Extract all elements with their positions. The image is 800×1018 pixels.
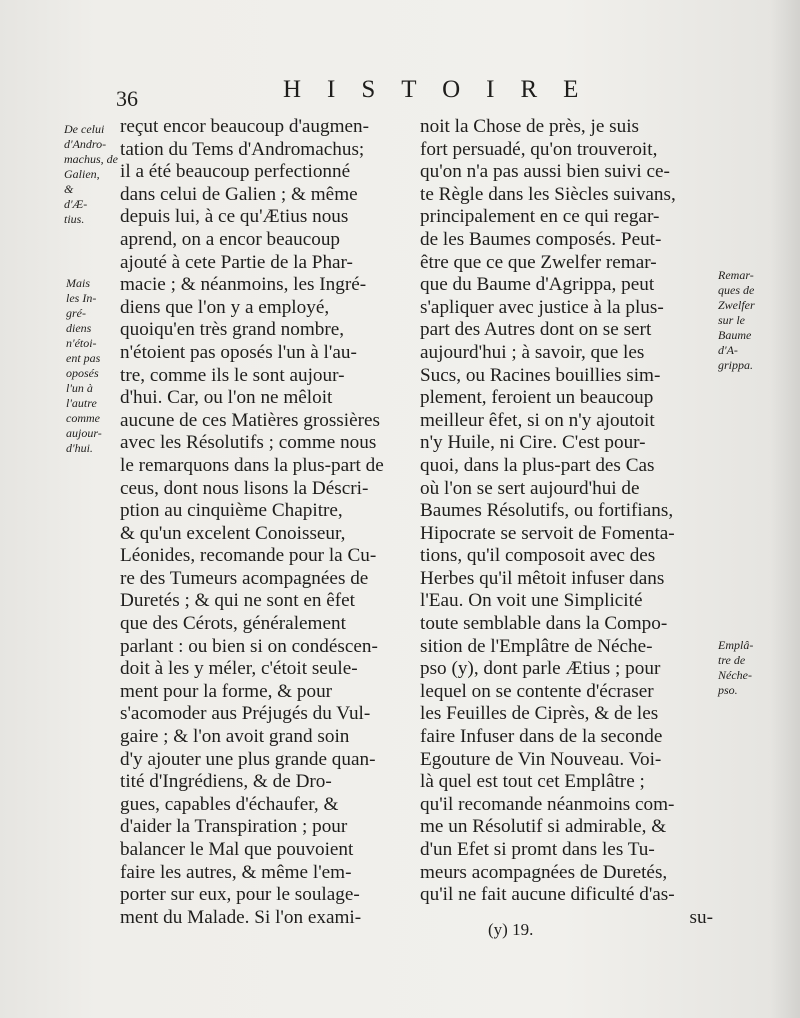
text-line: ment pour la forme, & pour [120, 680, 333, 702]
text-line: d'y ajouter une plus grande quan- [120, 748, 376, 770]
text-line: les Feuilles de Ciprès, & de les [420, 703, 659, 725]
text-line: re des Tumeurs acompagnées de [120, 567, 369, 589]
text-line: fort persuadé, qu'on trouveroit, [420, 138, 658, 160]
text-line: depuis lui, à ce qu'Ætius nous [120, 206, 349, 228]
text-line: me un Résolutif si admirable, & [420, 816, 667, 838]
text-line: principalement en ce qui regar- [420, 206, 660, 228]
text-line: qu'il recomande néanmoins com- [420, 793, 675, 815]
text-line: Baumes Résolutifs, ou fortifians, [420, 500, 674, 522]
text-line: être que ce que Zwelfer remar- [420, 251, 657, 273]
text-line: noit la Chose de près, je suis [420, 116, 640, 137]
text-line: gues, capables d'échaufer, & [120, 793, 339, 815]
text-line: Léonides, recomande pour la Cu- [120, 545, 377, 567]
text-line: quoiqu'en très grand nombre, [120, 319, 345, 341]
text-line: n'étoient pas oposés l'un à l'au- [120, 341, 357, 363]
text-line: parlant : ou bien si on condéscen- [120, 635, 378, 657]
text-line: qu'il ne fait aucune dificulté d'as- [420, 884, 675, 906]
text-line: ceus, dont nous lisons la Déscri- [120, 477, 369, 499]
text-line: sition de l'Emplâtre de Néche- [420, 635, 653, 657]
text-line: pso (y), dont parle Ætius ; pour [420, 658, 661, 680]
text-line: d'hui. Car, ou l'on ne mêloit [120, 387, 333, 409]
text-line: ment du Malade. Si l'on exami- [120, 906, 362, 928]
left-margin-note-1: De celui d'Andro- machus, de Galien, & d'Æ- tius. [64, 122, 118, 226]
text-line: tre, comme ils le sont aujour- [120, 364, 345, 386]
running-head: HISTOIRE [283, 76, 605, 103]
text-line: faire Infuser dans de la seconde [420, 726, 663, 748]
text-line: qu'on n'a pas aussi bien suivi ce- [420, 161, 670, 183]
text-line: balancer le Mal que pouvoient [120, 839, 354, 860]
text-line: te Règle dans les Siècles suivans, [420, 183, 676, 205]
text-line: aucune de ces Matières grossières [120, 409, 380, 431]
text-line: diens que l'on y a employé, [120, 296, 330, 318]
text-line: là quel est tout cet Emplâtre ; [420, 771, 645, 793]
text-line: le remarquons dans la plus-part de [120, 454, 384, 476]
text-line: quoi, dans la plus-part des Cas [420, 454, 655, 476]
text-line: doit à les y méler, c'étoit seule- [120, 658, 358, 680]
text-line: meurs acompagnées de Duretés, [420, 861, 668, 883]
text-line: meilleur êfet, si on n'y ajoutoit [420, 409, 655, 431]
text-line: part des Autres dont on se sert [420, 319, 652, 341]
signature-mark: (y) 19. [488, 920, 534, 939]
text-line: s'apliquer avec justice à la plus- [420, 296, 664, 318]
right-text-column [420, 116, 713, 929]
left-text-column [120, 116, 410, 929]
text-line: avec les Résolutifs ; comme nous [120, 432, 377, 454]
text-line: aujourd'hui ; à savoir, que les [420, 341, 645, 363]
text-line: macie ; & néanmoins, les Ingré- [120, 274, 367, 296]
text-line: toute semblable dans la Compo- [420, 613, 668, 635]
text-line: Egouture de Vin Nouveau. Voi- [420, 748, 662, 770]
text-line: ajouté à cete Partie de la Phar- [120, 251, 353, 273]
text-line: & qu'un excelent Conoisseur, [120, 522, 346, 544]
text-line: reçut encor beaucoup d'augmen- [120, 116, 370, 137]
text-line: plement, feroient un beaucoup [420, 387, 654, 409]
left-margin-note-2: Mais les In- gré- diens n'étoi- ent pas oposés l'un à l'autre comme aujour- d'hui. [66, 276, 102, 455]
text-line: dans celui de Galien ; & même [120, 183, 358, 205]
text-line: de les Baumes composés. Peut- [420, 228, 662, 250]
text-line: tation du Tems d'Andromachus; [120, 138, 365, 160]
text-line: d'un Efet si promt dans les Tu- [420, 839, 655, 860]
text-line: il a été beaucoup perfectionné [120, 161, 351, 183]
text-line: Sucs, ou Racines bouillies sim- [420, 364, 661, 386]
text-line: l'Eau. On voit une Simplicité [420, 590, 643, 612]
text-line: su- [689, 906, 713, 928]
text-line: s'acomoder aus Préjugés du Vul- [120, 703, 371, 725]
text-line: lequel on se contente d'écraser [420, 680, 654, 702]
text-line: tité d'Ingrédiens, & de Dro- [120, 771, 332, 793]
page-number: 36 [116, 86, 138, 111]
right-margin-note-1: Remar- ques de Zwelfer sur le Baume d'A- grippa. [718, 268, 755, 372]
text-line: ption au cinquième Chapitre, [120, 500, 343, 522]
text-line: faire les autres, & même l'em- [120, 861, 352, 883]
text-line: n'y Huile, ni Cire. C'est pour- [420, 432, 646, 454]
right-margin-note-2: Emplâ- tre de Néche- pso. [718, 638, 754, 697]
text-line: d'aider la Transpiration ; pour [120, 816, 348, 838]
text-line: que des Cérots, généralement [120, 613, 346, 635]
text-line: aprend, on a encor beaucoup [120, 228, 341, 250]
text-line: Hipocrate se servoit de Fomenta- [420, 522, 675, 544]
text-line: tions, qu'il composoit avec des [420, 545, 656, 567]
text-line: où l'on se sert aujourd'hui de [420, 477, 640, 499]
page-edge-shadow [770, 0, 800, 1018]
text-line: que du Baume d'Agrippa, peut [420, 274, 655, 296]
text-line: Herbes qu'il mêtoit infuser dans [420, 567, 665, 589]
text-line: gaire ; & l'on avoit grand soin [120, 726, 350, 748]
text-line: Duretés ; & qui ne sont en êfet [120, 590, 355, 612]
text-line: porter sur eux, pour le soulage- [120, 884, 360, 906]
